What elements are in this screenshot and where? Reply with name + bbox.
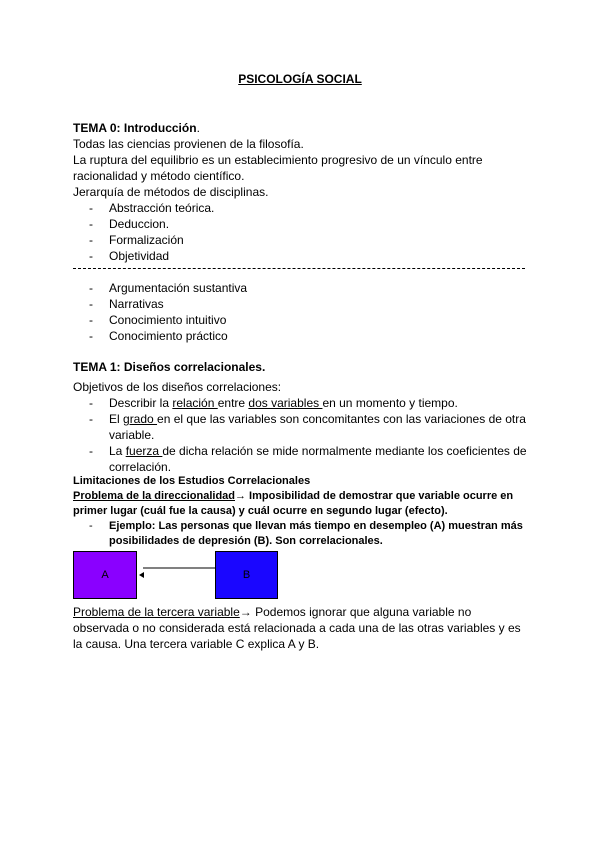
variable-b-box — [215, 551, 278, 599]
problem-direccionalidad: Problema de la direccionalidad→ Imposibilidad de demostrar que variable ocurre en primer lugar (cuál fue la causa) y cuál ocurre en segundo lugar (efecto). — [73, 490, 514, 517]
list-item: - La fuerza de dicha relación se mide normalmente mediante los coeficientes de correlación. — [89, 444, 527, 474]
limitations-heading: Limitaciones de los Estudios Correlacionales — [73, 475, 311, 487]
tema1-intro: Objetivos de los diseños correlaciones: — [73, 380, 282, 394]
example-item: - Ejemplo: Las personas que llevan más tiempo en desempleo (A) muestran más posibilidades de depresión (B). Son correlacionales. — [89, 520, 523, 547]
list-item: - Objetividad — [89, 249, 170, 263]
dashed-divider — [73, 268, 525, 270]
list-item: - Conocimiento práctico — [89, 329, 228, 343]
tema0-heading: TEMA 0: Introducción. — [73, 121, 200, 135]
page-title: PSICOLOGÍA SOCIAL — [238, 72, 362, 86]
limitations-section — [73, 474, 529, 549]
tema0-list-b — [73, 280, 533, 344]
paragraph-line: Jerarquía de métodos de disciplinas. — [73, 185, 269, 199]
paragraph-line: racionalidad y método científico. — [73, 169, 245, 183]
variable-a-box — [73, 551, 137, 599]
variable-a-label: A — [101, 569, 109, 581]
list-item: - Deduccion. — [89, 217, 170, 231]
list-item: - Narrativas — [89, 297, 164, 311]
tema0-section — [73, 120, 533, 264]
relation-arrow — [137, 560, 217, 580]
list-item: - Abstracción teórica. — [89, 201, 215, 215]
list-item: - Describir la relación entre dos variables en un momento y tiempo. — [89, 396, 458, 410]
list-item: - Formalización — [89, 233, 184, 247]
tema1-section — [73, 359, 533, 475]
list-item: - Argumentación sustantiva — [89, 281, 248, 295]
problem-tercera-variable: Problema de la tercera variable→ Podemos ignorar que alguna variable no observada o no considerada está relacionada a cada una de las otras variables y es la causa. Una tercera variable C explica A y B. — [73, 605, 521, 651]
paragraph-line: Todas las ciencias provienen de la filosofía. — [73, 137, 304, 151]
variable-b-label: B — [242, 569, 251, 581]
paragraph-line: La ruptura del equilibrio es un establecimiento progresivo de un vínculo entre — [73, 153, 483, 167]
list-item: - Conocimiento intuitivo — [89, 313, 227, 327]
tema1-heading: TEMA 1: Diseños correlacionales. — [73, 360, 266, 374]
relation-arrow-head — [139, 572, 144, 578]
list-item: - El grado en el que las variables son concomitantes con las variaciones de otra variable. — [89, 412, 526, 442]
